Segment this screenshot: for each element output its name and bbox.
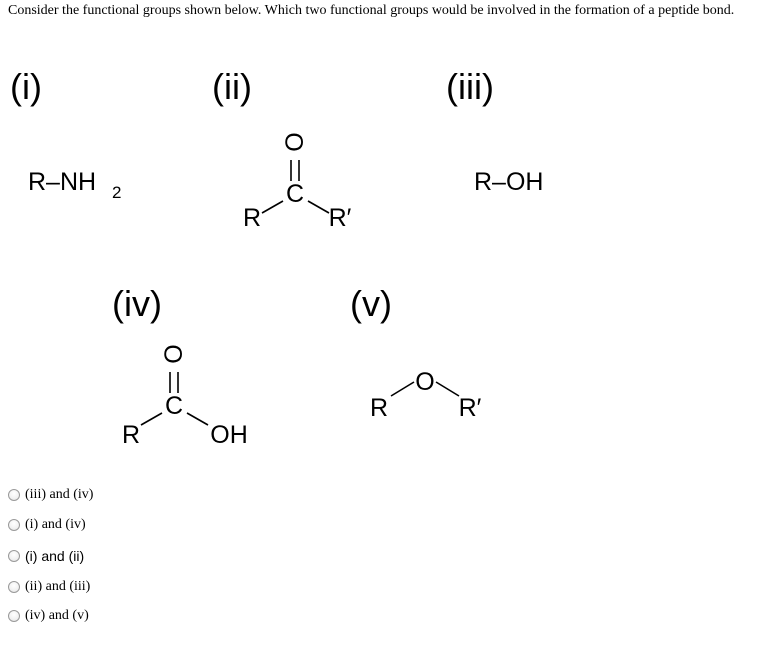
- acid-oh: OH: [210, 421, 248, 449]
- alcohol-formula: R–OH: [474, 168, 544, 196]
- option-iv-and-v[interactable]: [8, 605, 89, 627]
- ether-bond-left: [391, 382, 414, 396]
- acid-carbon: C: [164, 392, 184, 420]
- option-label: (iv) and (v): [25, 608, 89, 623]
- amine-subscript: 2: [112, 183, 122, 202]
- ether-r-left: R: [369, 394, 389, 422]
- acid-r: R: [121, 421, 141, 449]
- amine-formula: R–NH: [28, 168, 97, 196]
- ketone-oxygen: O: [281, 132, 309, 152]
- ketone-bond-right: [308, 201, 329, 213]
- ketone-r-right: R′: [328, 204, 352, 232]
- option-label: (i) and (iv): [25, 517, 86, 532]
- ether-bond-right: [436, 382, 459, 396]
- label-ii: (ii): [212, 66, 252, 107]
- option-label: (iii) and (iv): [25, 487, 94, 502]
- ether-oxygen: O: [415, 368, 435, 396]
- option-label: (i) and (ii): [25, 548, 85, 564]
- label-iv: (iv): [112, 283, 162, 324]
- radio-button[interactable]: [8, 550, 20, 562]
- question-text: Consider the functional groups shown below. Which two functional groups would be involved in the formation of a peptide bond.: [8, 3, 735, 18]
- ether-r-right: R′: [458, 394, 482, 422]
- option-iii-and-iv[interactable]: [8, 484, 93, 506]
- ketone-structure: [243, 132, 352, 232]
- acid-bond-left: [141, 413, 162, 425]
- ether-structure: [370, 368, 482, 422]
- label-i: (i): [10, 66, 42, 107]
- carboxylic-acid-structure: [122, 344, 248, 449]
- radio-button[interactable]: [8, 610, 20, 622]
- radio-button[interactable]: [8, 581, 20, 593]
- option-i-and-ii[interactable]: [8, 545, 84, 567]
- label-iii: (iii): [446, 66, 494, 107]
- ketone-bond-left: [262, 201, 283, 213]
- option-ii-and-iii[interactable]: [8, 576, 90, 598]
- radio-button[interactable]: [8, 519, 20, 531]
- ketone-carbon: C: [285, 180, 305, 208]
- ketone-r-left: R: [242, 204, 262, 232]
- acid-bond-right: [187, 413, 208, 425]
- acid-oxygen: O: [160, 344, 188, 364]
- label-v: (v): [350, 283, 392, 324]
- option-i-and-iv[interactable]: [8, 514, 86, 536]
- radio-button[interactable]: [8, 489, 20, 501]
- option-label: (ii) and (iii): [25, 579, 91, 594]
